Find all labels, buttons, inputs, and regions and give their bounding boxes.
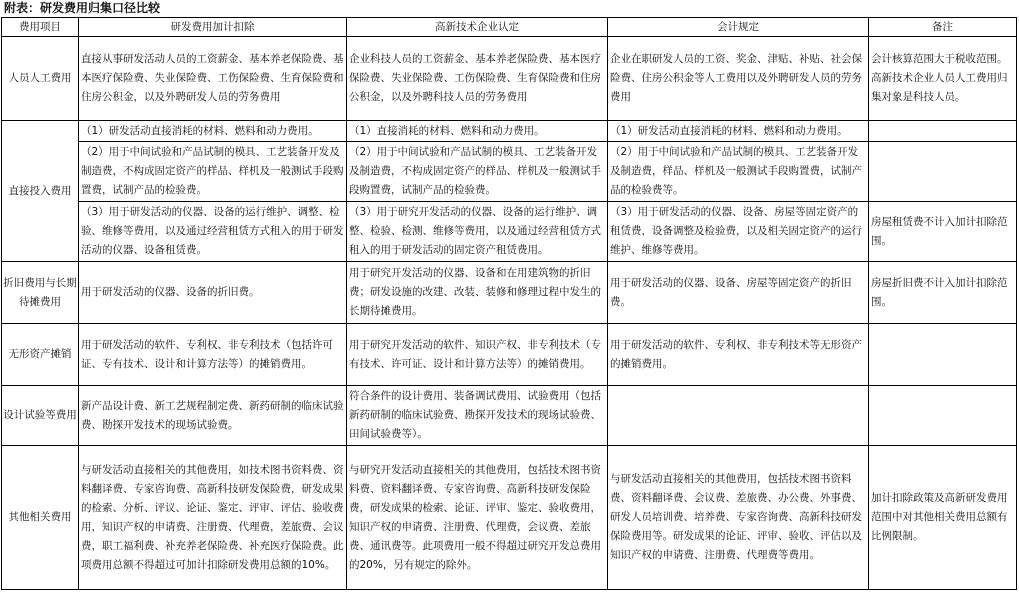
row-category: 无形资产摊销 [2, 324, 79, 386]
deduction-cell: 用于研发活动的软件、专利权、非专利技术（包括许可证、专有技术、设计和计算方法等）的摊销费用。 [79, 324, 347, 386]
accounting-cell: （1）研发活动直接消耗的材料、燃料和动力费用。 [608, 121, 869, 142]
row-category: 直接投入费用 [2, 121, 79, 262]
hightech-cell: （1）直接消耗的材料、燃料和动力费用。 [347, 121, 608, 142]
accounting-cell: 企业在职研发人员的工资、奖金、津贴、补贴、社会保险费、住房公积金等人工费用以及外聘研发人员的劳务费用 [608, 37, 869, 121]
deduction-cell: （2）用于中间试验和产品试制的模具、工艺装备开发及制造费，不构成固定资产的样品、样机及一般测试手段购置费，试制产品的检验费。 [79, 142, 347, 202]
accounting-cell [608, 386, 869, 446]
note-cell [869, 121, 1017, 142]
header-cell: 费用项目 [2, 18, 79, 37]
row-category: 折旧费用与长期待摊费用 [2, 262, 79, 324]
hightech-cell: 用于研究开发活动的仪器、设备和在用建筑物的折旧费；研发设施的改建、改装、装修和修理过程中发生的长期待摊费用。 [347, 262, 608, 324]
header-cell: 高新技术企业认定 [347, 18, 608, 37]
note-cell: 加计扣除政策及高新研发费用范围中对其他相关费用总额有比例限制。 [869, 446, 1017, 590]
note-cell: 房屋租赁费不计入加计扣除范围。 [869, 202, 1017, 262]
accounting-cell: （3）用于研发活动的仪器、设备、房屋等固定资产的租赁费，设备调整及检验费，以及相关固定资产的运行维护、维修等费用。 [608, 202, 869, 262]
deduction-cell: 与研发活动直接相关的其他费用，如技术图书资料费、资料翻译费、专家咨询费、高新科技研发保险费，研发成果的检索、分析、评议、论证、鉴定、评审、评估、验收费用，知识产权的申请费、注册费、代理费，差旅费、会议费，职工福利费、补充养老保险费、补充医疗保险费。此项费用总额不得超过可加计扣除研发费用总额的10%。 [79, 446, 347, 590]
table-row [2, 202, 1017, 262]
accounting-cell: 用于研发活动的仪器、设备、房屋等固定资产的折旧费。 [608, 262, 869, 324]
hightech-cell: 与研究开发活动直接相关的其他费用，包括技术图书资料费、资料翻译费、专家咨询费、高新科技研发保险费，研发成果的检索、论证、评审、鉴定、验收费用，知识产权的申请费、注册费、代理费，会议费、差旅费、通讯费等。此项费用一般不得超过研究开发总费用的20%，另有规定的除外。 [347, 446, 608, 590]
page-title: 附表：研发费用归集口径比较 [4, 1, 161, 15]
accounting-cell: 与研发活动直接相关的其他费用，包括技术图书资料费、资料翻译费、会议费、差旅费、办公费、外事费、研发人员培训费、培养费、专家咨询费、高新科技研发保险费用等。研发成果的论证、评审、验收、评估以及知识产权的申请费、注册费、代理费等费用。 [608, 446, 869, 590]
row-category: 其他相关费用 [2, 446, 79, 590]
note-cell: 房屋折旧费不计入加计扣除范围。 [869, 262, 1017, 324]
accounting-cell: （2）用于中间试验和产品试制的模具、工艺装备开发及制造费，样品、样机及一般测试手段购置费，试制产品的检验费等。 [608, 142, 869, 202]
deduction-cell: 用于研发活动的仪器、设备的折旧费。 [79, 262, 347, 324]
note-cell: 会计核算范围大于税收范围。高新技术企业人员人工费用归集对象是科技人员。 [869, 37, 1017, 121]
deduction-cell: （3）用于研发活动的仪器、设备的运行维护、调整、检验、维修等费用，以及通过经营租赁方式租入的用于研发活动的仪器、设备租赁费。 [79, 202, 347, 262]
deduction-cell: 直接从事研发活动人员的工资薪金、基本养老保险费、基本医疗保险费、失业保险费、工伤保险费、生育保险费和住房公积金，以及外聘研发人员的劳务费用 [79, 37, 347, 121]
row-category: 设计试验等费用 [2, 386, 79, 446]
hightech-cell: 符合条件的设计费用、装备调试费用、试验费用（包括新药研制的临床试验费、勘探开发技术的现场试验费、田间试验费等）。 [347, 386, 608, 446]
comparison-table [1, 17, 1017, 590]
note-cell [869, 142, 1017, 202]
header-cell: 会计规定 [608, 18, 869, 37]
accounting-cell: 用于研发活动的软件、专利权、非专利技术等无形资产的摊销费用。 [608, 324, 869, 386]
table-row [2, 324, 1017, 386]
table-row [2, 446, 1017, 590]
table-row [2, 37, 1017, 121]
hightech-cell: （3）用于研究开发活动的仪器、设备的运行维护、调整、检验、检测、维修等费用，以及通过经营租赁方式租入的用于研发活动的固定资产租赁费用。 [347, 202, 608, 262]
header-row [2, 18, 1017, 37]
table-row [2, 262, 1017, 324]
note-cell [869, 324, 1017, 386]
table-row [2, 142, 1017, 202]
deduction-cell: 新产品设计费、新工艺规程制定费、新药研制的临床试验费、勘探开发技术的现场试验费。 [79, 386, 347, 446]
hightech-cell: 企业科技人员的工资薪金、基本养老保险费、基本医疗保险费、失业保险费、工伤保险费、生育保险费和住房公积金，以及外聘科技人员的劳务费用 [347, 37, 608, 121]
row-category: 人员人工费用 [2, 37, 79, 121]
deduction-cell: （1）研发活动直接消耗的材料、燃料和动力费用。 [79, 121, 347, 142]
hightech-cell: 用于研究开发活动的软件、知识产权、非专利技术（专有技术、许可证、设计和计算方法等）的摊销费用。 [347, 324, 608, 386]
table-row [2, 121, 1017, 142]
header-cell: 备注 [869, 18, 1017, 37]
hightech-cell: （2）用于中间试验和产品试制的模具、工艺装备开发及制造费，不构成固定资产的样品、样机及一般测试手段购置费，试制产品的检验费。 [347, 142, 608, 202]
note-cell [869, 386, 1017, 446]
table-row [2, 386, 1017, 446]
header-cell: 研发费用加计扣除 [79, 18, 347, 37]
